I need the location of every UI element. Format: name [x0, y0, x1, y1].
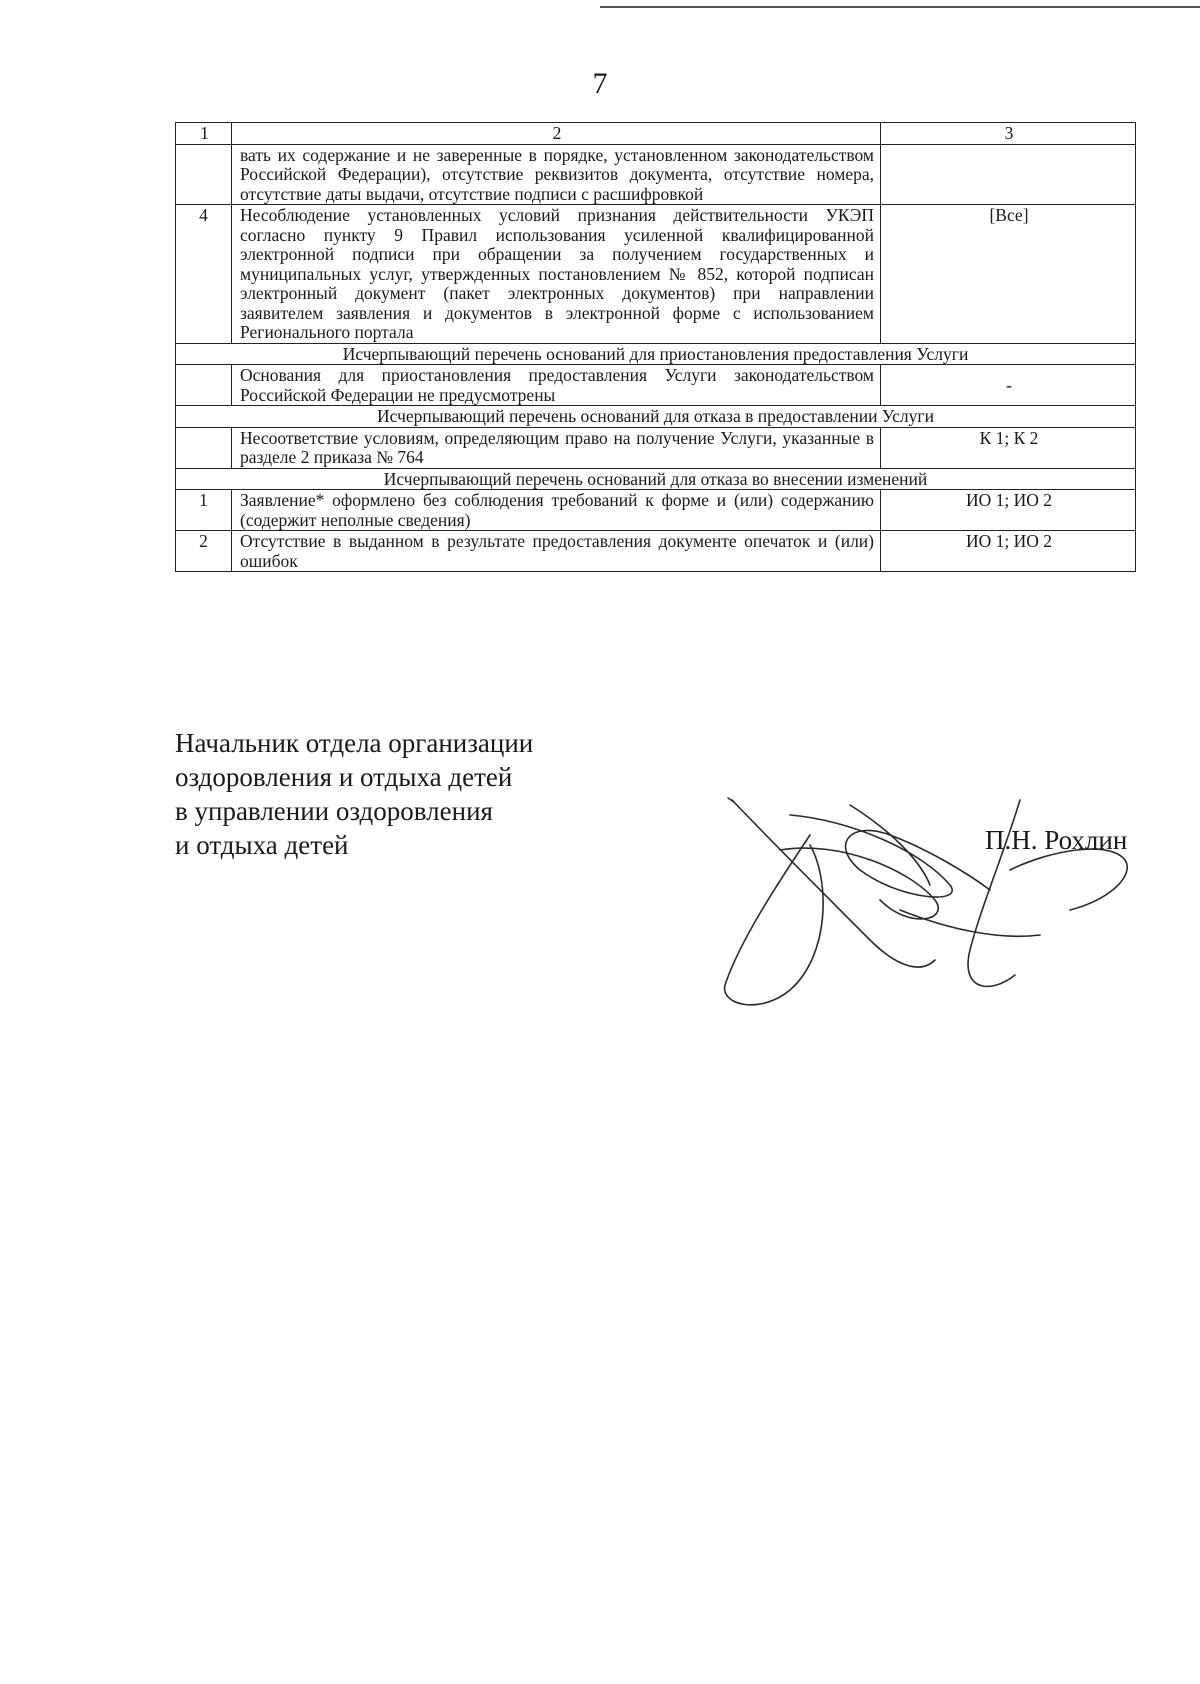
- signatory-position: [175, 726, 533, 862]
- table-row: [176, 531, 1136, 572]
- row-number: 4: [176, 205, 232, 344]
- row-number: [176, 365, 232, 406]
- row-text: Отсутствие в выданном в результате предоставления документе опечаток и (или) ошибок: [232, 531, 881, 572]
- row-number: 2: [176, 531, 232, 572]
- position-line: оздоровления и отдыха детей: [175, 762, 513, 792]
- row-reference: -: [881, 365, 1136, 406]
- top-rule: [600, 6, 1200, 8]
- column-header: 2: [232, 123, 881, 145]
- row-number: [176, 427, 232, 468]
- table-row: [176, 365, 1136, 406]
- position-line: в управлении оздоровления: [175, 796, 493, 826]
- position-line: Начальник отдела организации: [175, 728, 534, 758]
- row-reference: [881, 144, 1136, 205]
- row-text: Несоблюдение установленных условий признания действительности УКЭП согласно пункту 9 Правил использования усиленной квалифицированной электронной подписи при обращении за получением государственных и муниципальных услуг, утвержденных постановлением № 852, которой подписан электронный документ (пакет электронных документов) при направлении заявителем заявления и документов в электронной форме с использованием Регионального портала: [232, 205, 881, 344]
- row-reference: ИО 1; ИО 2: [881, 531, 1136, 572]
- table-header-row: [176, 123, 1136, 145]
- row-text: Заявление* оформлено без соблюдения требований к форме и (или) содержанию (содержит неполные сведения): [232, 490, 881, 531]
- position-line: и отдыха детей: [175, 830, 349, 860]
- row-reference: К 1; К 2: [881, 427, 1136, 468]
- column-header: 1: [176, 123, 232, 145]
- table-row: [176, 144, 1136, 205]
- table-row: [176, 490, 1136, 531]
- section-heading-changes: Исчерпывающий перечень оснований для отказа во внесении изменений: [176, 468, 1136, 490]
- row-text: Несоответствие условиям, определяющим право на получение Услуги, указанные в разделе 2 приказа № 764: [232, 427, 881, 468]
- row-text: Основания для приостановления предоставления Услуги законодательством Российской Федерации не предусмотрены: [232, 365, 881, 406]
- row-number: 1: [176, 490, 232, 531]
- grounds-table: [175, 122, 1136, 572]
- section-row: [176, 343, 1136, 365]
- table-row: [176, 205, 1136, 344]
- page-number: 7: [592, 67, 608, 100]
- section-heading-suspend: Исчерпывающий перечень оснований для приостановления предоставления Услуги: [176, 343, 1136, 365]
- column-header: 3: [881, 123, 1136, 145]
- row-number: [176, 144, 232, 205]
- section-row: [176, 468, 1136, 490]
- signatory-name: П.Н. Рохлин: [985, 825, 1128, 855]
- table-row: [176, 427, 1136, 468]
- row-reference: [Все]: [881, 205, 1136, 344]
- section-row: [176, 406, 1136, 428]
- section-heading-refuse: Исчерпывающий перечень оснований для отказа в предоставлении Услуги: [176, 406, 1136, 428]
- row-reference: ИО 1; ИО 2: [881, 490, 1136, 531]
- row-text: вать их содержание и не заверенные в порядке, установленном законодательством Российской Федерации), отсутствие реквизитов документа, отсутствие номера, отсутствие даты выдачи, отсутствие подписи с расшифровкой: [232, 144, 881, 205]
